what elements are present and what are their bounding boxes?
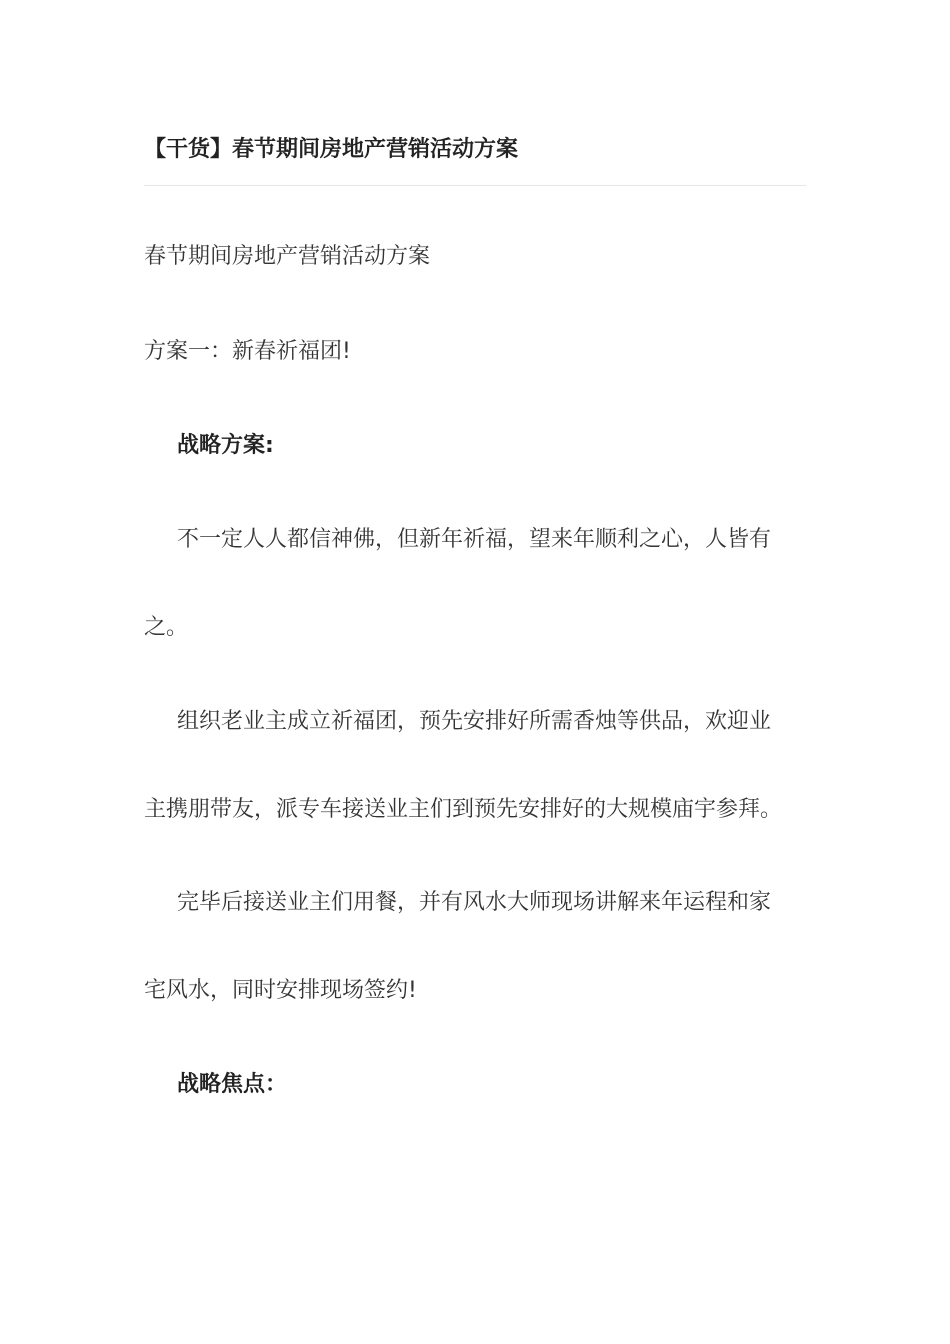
section-heading-focus: 战略焦点： [177,1072,288,1097]
paragraph-1-line-1: 不一定人人都信神佛，但新年祈福，望来年顺利之心，人皆有 [177,527,772,552]
article-subtitle: 春节期间房地产营销活动方案 [144,244,431,269]
paragraph-2-line-1: 组织老业主成立祈福团，预先安排好所需香烛等供品，欢迎业 [177,709,772,734]
section-heading-strategy: 战略方案: [177,433,274,458]
article-title: 【干货】春节期间房地产营销活动方案 [144,137,519,162]
paragraph-3-line-1: 完毕后接送业主们用餐，并有风水大师现场讲解来年运程和家 [177,890,772,915]
paragraph-1-line-2: 之。 [144,615,189,640]
document-page [144,0,806,1344]
paragraph-3-line-2: 宅风水，同时安排现场签约! [144,978,417,1003]
paragraph-2-line-2: 主携朋带友，派专车接送业主们到预先安排好的大规模庙宇参拜。 [144,797,783,822]
title-divider [144,185,806,186]
plan-heading: 方案一：新春祈福团! [144,339,351,364]
